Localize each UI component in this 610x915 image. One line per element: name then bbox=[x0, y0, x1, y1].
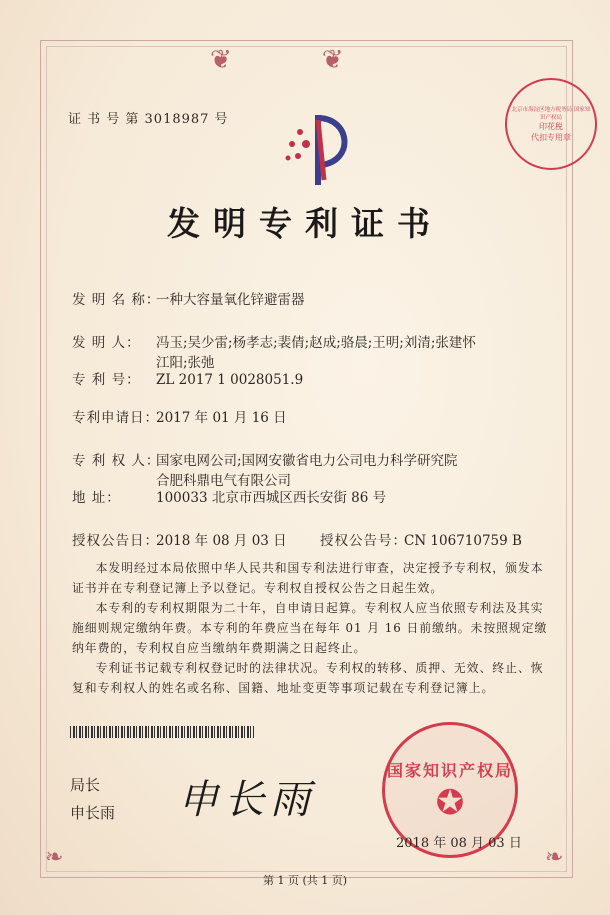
stamp-tax-seal: 北京市海淀区地方税务局 国家知识产权局 印花税 代扣专用章 bbox=[505, 78, 597, 170]
page-footer: 第 1 页 (共 1 页) bbox=[262, 874, 348, 887]
ornament-top: ❦❦ bbox=[210, 45, 434, 75]
field-grant-pub-no: 授权公告号： CN 106710759 B bbox=[320, 533, 522, 549]
patent-office-logo-icon bbox=[280, 110, 360, 190]
field-inventors: 发 明 人： 冯玉;吴少雷;杨孝志;裴倩;赵成;骆晨;王明;刘清;张建怀 江阳;张弛 bbox=[72, 335, 476, 371]
signer-title: 局长 bbox=[70, 776, 101, 794]
ornament-corner-br: ❧ bbox=[545, 845, 564, 870]
field-address: 地 址： 100033 北京市西城区西长安街 86 号 bbox=[72, 490, 387, 506]
barcode bbox=[70, 726, 254, 738]
issue-date: 2018 年 08 月 03 日 bbox=[396, 836, 522, 851]
signer-name: 申长雨 bbox=[70, 804, 116, 822]
certificate-number: 证 书 号 第 3018987 号 bbox=[68, 112, 229, 127]
page-title: 发明专利证书 bbox=[167, 204, 443, 243]
field-filing-date: 专利申请日： 2017 年 01 月 16 日 bbox=[72, 410, 287, 426]
field-patent-number: 专 利 号： ZL 2017 1 0028051.9 bbox=[72, 372, 304, 388]
signature: 申长雨 bbox=[178, 777, 316, 823]
office-seal: 国家知识产权局 ✪ bbox=[382, 722, 518, 858]
paragraph: 专利证书记载专利权登记时的法律状况。专利权的转移、质押、无效、终止、恢复和专利权人的姓名或名称、国籍、地址变更等事项记载在专利登记簿上。 bbox=[72, 661, 544, 695]
paragraph: 本发明经过本局依照中华人民共和国专利法进行审查，决定授予专利权，颁发本证书并在专利登记簿上予以登记。专利权自授权公告之日起生效。 bbox=[72, 561, 544, 595]
certificate-body-text bbox=[72, 558, 550, 698]
field-grant-date: 授权公告日： 2018 年 08 月 03 日 bbox=[72, 533, 287, 549]
national-emblem-icon: ✪ bbox=[435, 782, 465, 823]
field-patentee: 专 利 权 人： 国家电网公司;国网安徽省电力公司电力科学研究院 合肥科鼎电气有限公司 bbox=[72, 453, 458, 489]
field-invention-title: 发 明 名 称： 一种大容量氧化锌避雷器 bbox=[72, 292, 305, 308]
paragraph: 本专利的专利权期限为二十年，自申请日起算。专利权人应当依照专利法及其实施细则规定缴纳年费。本专利的年费应当在每年 01 月 16 日前缴纳。未按照规定缴纳年费的，专利权自应当缴纳年费期满之日起终止。 bbox=[72, 601, 548, 655]
ornament-corner-bl: ❧ bbox=[45, 845, 64, 870]
